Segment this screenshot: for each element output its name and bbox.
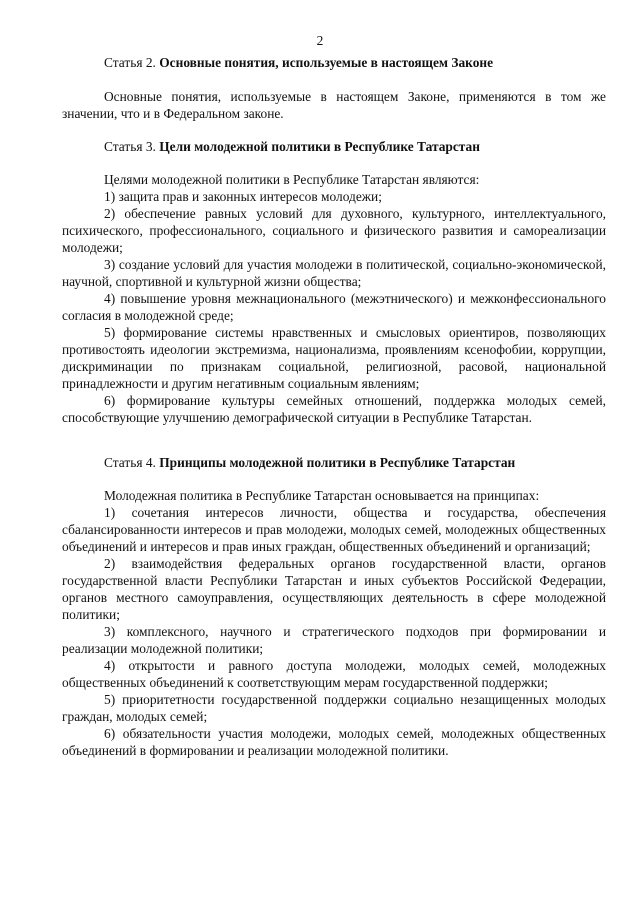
article-2-body <box>62 88 606 122</box>
article-3-item: 6) формирование культуры семейных отношений, поддержка молодых семей, способствующие улучшению демографической ситуации в Республике Татарстан. <box>62 393 606 425</box>
article-3-heading <box>104 138 480 155</box>
article-2-prefix: Статья 2. <box>104 55 156 70</box>
article-4-body <box>62 487 606 759</box>
article-4-item: 4) открытости и равного доступа молодежи, молодых семей, молодежных общественных объединений к соответствующим мерам государственной поддержки; <box>62 658 606 690</box>
article-4-item: 5) приоритетности государственной поддержки социально незащищенных молодых граждан, молодых семей; <box>62 692 606 724</box>
article-3-item: 1) защита прав и законных интересов молодежи; <box>104 189 382 204</box>
article-3-title: Цели молодежной политики в Республике Татарстан <box>159 139 480 154</box>
article-2-heading <box>104 54 493 71</box>
article-2-paragraph: Основные понятия, используемые в настоящем Законе, применяются в том же значении, что и в Федеральном законе. <box>62 89 606 121</box>
article-4-title: Принципы молодежной политики в Республике Татарстан <box>159 455 516 470</box>
article-3-item: 5) формирование системы нравственных и смысловых ориентиров, позволяющих противостоять идеологии экстремизма, национализма, проявлениям ксенофобии, коррупции, дискриминации по признакам социальной, религиозной, расовой, национальной принадлежности и другим негативным социальным явлениям; <box>62 325 606 391</box>
article-3-item: 2) обеспечение равных условий для духовного, культурного, интеллектуального, психического, профессионального, социального и физического развития и самореализации молодежи; <box>62 206 606 255</box>
article-4-item: 3) комплексного, научного и стратегического подходов при формировании и реализации молодежной политики; <box>62 624 606 656</box>
article-3-intro: Целями молодежной политики в Республике Татарстан являются: <box>104 172 480 187</box>
article-4-item: 1) сочетания интересов личности, общества и государства, обеспечения сбалансированности интересов и прав молодежи, молодых семей, молодежных общественных объединений и интересов и прав иных граждан, общественных объединений и организаций; <box>62 505 606 554</box>
article-4-item: 6) обязательности участия молодежи, молодых семей, молодежных общественных объединений в формировании и реализации молодежной политики. <box>62 726 606 758</box>
article-4-prefix: Статья 4. <box>104 455 156 470</box>
article-3-body <box>62 171 606 426</box>
article-4-item: 2) взаимодействия федеральных органов государственной власти, органов государственной власти Республики Татарстан и иных субъектов Российской Федерации, органов местного самоуправления, осуществляющих деятельность в сфере молодежной политики; <box>62 556 606 622</box>
article-4-heading <box>104 454 515 471</box>
page-number: 2 <box>316 33 324 48</box>
article-3-prefix: Статья 3. <box>104 139 156 154</box>
article-2-title: Основные понятия, используемые в настоящем Законе <box>159 55 494 70</box>
article-4-intro: Молодежная политика в Республике Татарстан основывается на принципах: <box>104 488 540 503</box>
article-3-item: 3) создание условий для участия молодежи в политической, социально-экономической, научной, спортивной и культурной жизни общества; <box>62 257 606 289</box>
article-3-item: 4) повышение уровня межнационального (межэтнического) и межконфессионального согласия в молодежной среде; <box>62 291 606 323</box>
